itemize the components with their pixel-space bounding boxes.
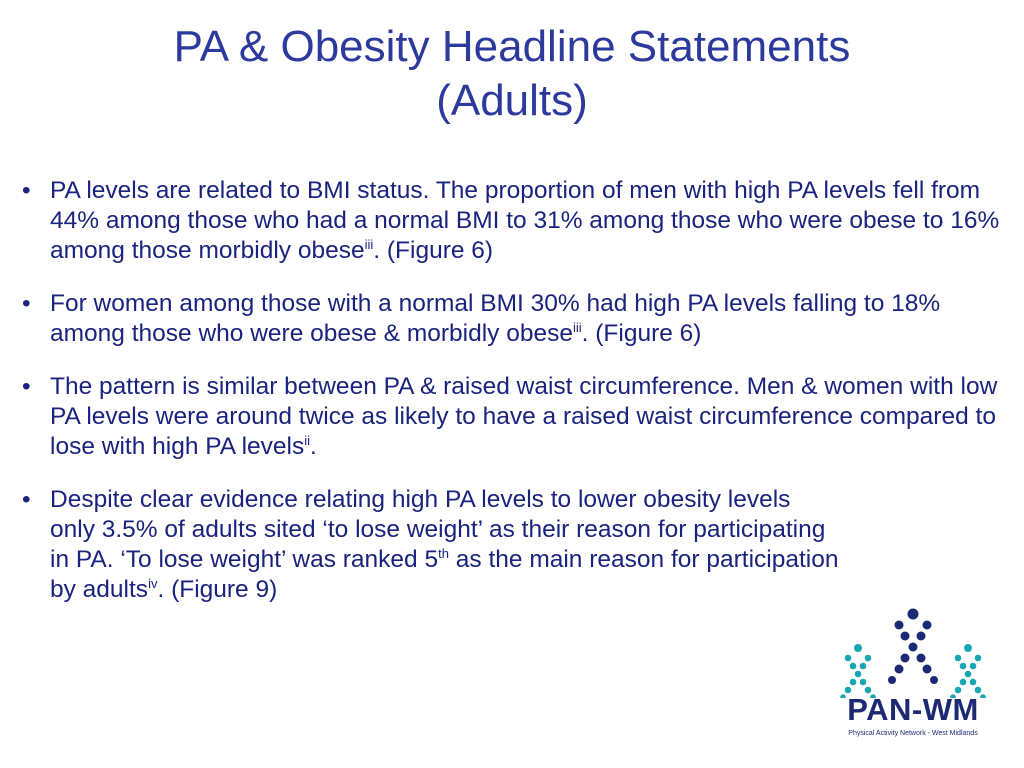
- bullet-text: PA levels are related to BMI status. The proportion of men with high PA levels fell from 44% among those who had a normal BMI to 31% among those who were obese to 16% among those morbidly obese: [50, 177, 1000, 264]
- bullet-text-end: .: [310, 433, 317, 460]
- bullet-symbol: •: [22, 290, 31, 317]
- bullet-item: [20, 372, 1000, 462]
- bullet-text-end: . (Figure 6): [373, 237, 494, 264]
- reference-marker: iii: [364, 237, 374, 252]
- bullet-symbol: •: [22, 177, 31, 204]
- bullet-item: [20, 289, 1000, 349]
- logo-figures-icon: [828, 608, 998, 698]
- bullet-item: [20, 176, 1000, 266]
- logo-name: PAN-WM: [847, 692, 979, 727]
- title-line-2: (Adults): [436, 76, 588, 125]
- bullet-symbol: •: [22, 486, 31, 513]
- bullet-text-end: . (Figure 6): [581, 320, 702, 347]
- bullet-text: Despite clear evidence relating high PA levels to lower obesity levels only 3.5% of adults sited ‘to lose weight’ as their reason for participating in PA. ‘To lose weight’ was ranked 5: [50, 486, 826, 573]
- left-figure-icon: [840, 644, 876, 698]
- pan-wm-logo: [828, 608, 998, 748]
- right-figure-icon: [950, 644, 986, 698]
- title-line-1: PA & Obesity Headline Statements: [173, 22, 851, 71]
- reference-marker: iv: [148, 576, 158, 591]
- bullet-text-end: . (Figure 9): [157, 576, 278, 603]
- bullet-text-continued: as the main reason for participation by adults: [50, 546, 839, 603]
- bullet-symbol: •: [22, 373, 31, 400]
- logo-subtitle: Physical Activity Network - West Midlands: [848, 730, 978, 737]
- reference-marker: ii: [304, 433, 310, 448]
- reference-marker: iii: [572, 320, 582, 335]
- ordinal-suffix: th: [438, 546, 449, 561]
- bullet-item: [20, 485, 840, 605]
- center-figure-icon: [888, 609, 938, 685]
- slide-title: [0, 20, 1024, 128]
- bullet-list: [20, 176, 1000, 628]
- bullet-text: For women among those with a normal BMI 30% had high PA levels falling to 18% among those who were obese & morbidly obese: [50, 290, 941, 347]
- bullet-text: The pattern is similar between PA & raised waist circumference. Men & women with low PA levels were around twice as likely to have a raised waist circumference compared to lose with high PA levels: [50, 373, 998, 460]
